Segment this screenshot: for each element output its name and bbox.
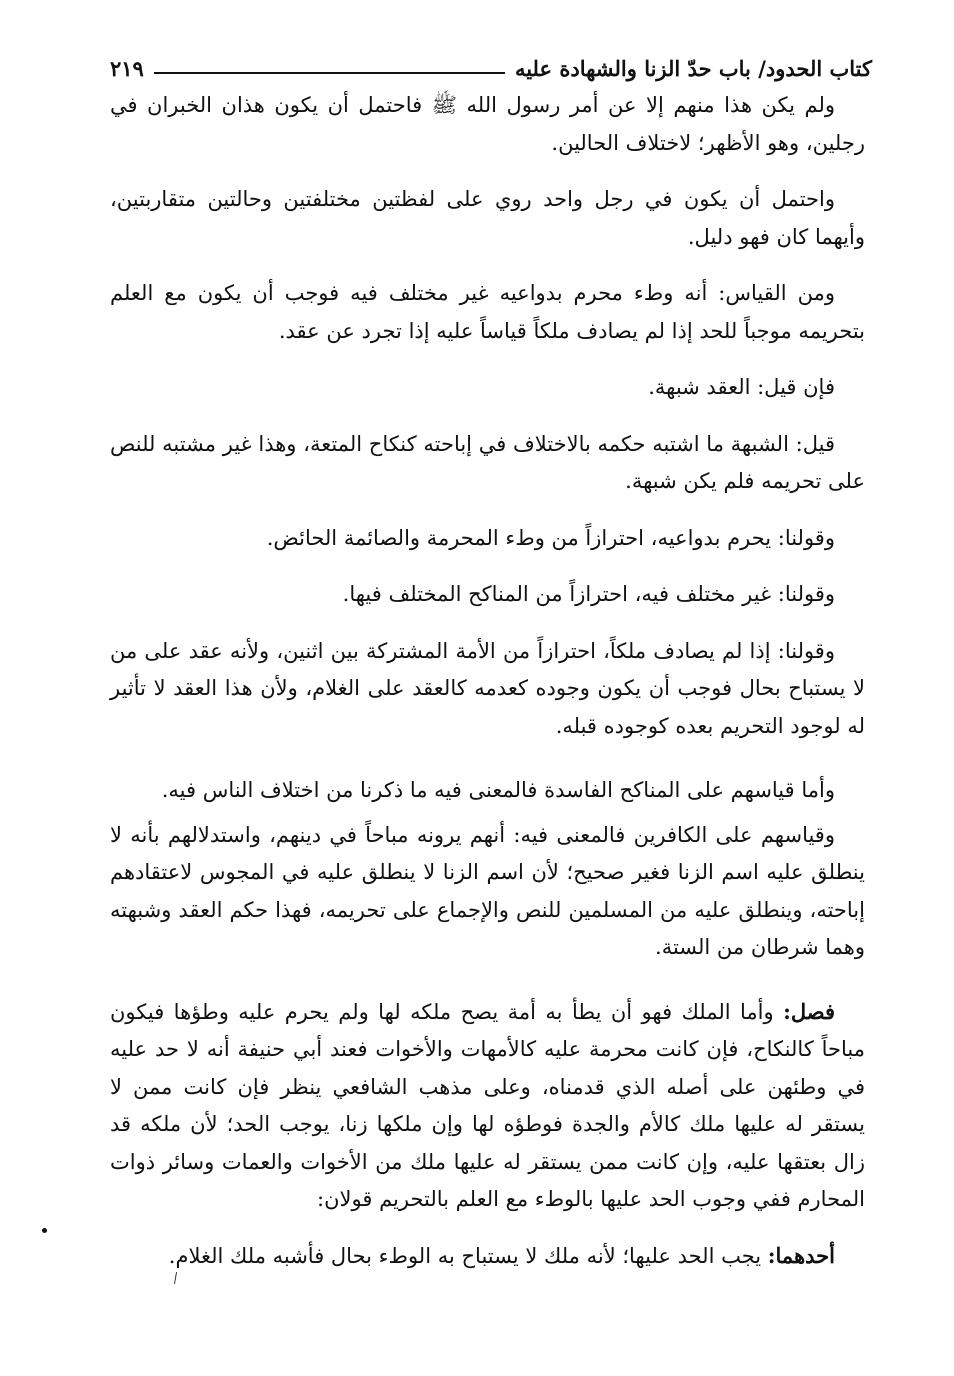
paragraph-text: وقولنا: إذا لم يصادف ملكاً، احترازاً من الأمة المشتركة بين اثنين، ولأنه عقد على من لا يستباح بحال فوجب أن يكون وجوده كعدمه كالعقد على الغلام، ولأن هذا العقد لا تأثير له لوجود التحريم بعده كوجوده قبله. xyxy=(110,638,865,738)
paragraph-text: وقولنا: غير مختلف فيه، احترازاً من المناكح المختلف فيها. xyxy=(342,582,835,606)
paragraph xyxy=(110,86,865,162)
paragraph xyxy=(110,771,865,810)
paragraph xyxy=(110,180,865,256)
paragraph-text: ولم يكن هذا منهم إلا عن أمر رسول الله ﷺ فاحتمل أن يكون هذان الخبران في رجلين، وهو الأظهر؛ لاختلاف الحالين. xyxy=(110,93,865,155)
paragraph xyxy=(110,425,865,501)
paragraph-text: وقياسهم على الكافرين فالمعنى فيه: أنهم يرونه مباحاً في دينهم، واستدلالهم بأنه لا ينطلق عليه اسم الزنا فغير صحيح؛ لأن اسم الزنا لا ينطلق عليه في المجوس لاعتقادهم إباحته، وينطلق عليه من المسلمين للنص والإجماع على تحريمه، فهذا حكم العقد وشبهته وهما شرطان من الستة. xyxy=(110,822,865,959)
paragraph xyxy=(110,816,865,967)
paragraph xyxy=(110,519,865,558)
page-number: ٢١٩ xyxy=(110,55,144,81)
paragraph-text: يجب الحد عليها؛ لأنه ملك لا يستباح به الوطء بحال فأشبه ملك الغلام. xyxy=(168,1243,768,1268)
section-heading: فصل: xyxy=(783,998,835,1024)
header-rule xyxy=(154,72,505,74)
paragraph-section xyxy=(110,993,865,1219)
margin-dot xyxy=(42,1228,47,1233)
paragraph-text: واحتمل أن يكون في رجل واحد روي على لفظتين مختلفتين وحالتين متقاربتين، وأيهما كان فهو دليل. xyxy=(110,187,865,249)
paragraph xyxy=(110,274,865,350)
paragraph-lead: أحدهما: xyxy=(767,1242,835,1268)
paragraph xyxy=(110,575,865,614)
page-body xyxy=(110,86,865,1281)
running-header xyxy=(110,50,872,86)
paragraph-text: وأما الملك فهو أن يطأ به أمة يصح ملكه لها ولم يحرم عليه وطؤها فيكون مباحاً كالنكاح، فإن كانت محرمة عليه كالأمهات والأخوات فعند أبي حنيفة أنه لا حد عليه في وطئهن على أصله الذي قدمناه، وعلى مذهب الشافعي ينظر فإن كانت ممن لا يستقر له عليها ملك كالأم والجدة فوطؤه لها وإن ملكها زنا، يوجب الحد؛ لأن ملكه قد زال بعتقها عليه، وإن كانت ممن يستقر له عليها ملك من الأخوات والعمات وسائر ذوات المحارم ففي وجوب الحد عليها بالوطء مع العلم بالتحريم قولان: xyxy=(110,999,865,1211)
paragraph-text: وقولنا: يحرم بدواعيه، احترازاً من وطء المحرمة والصائمة الحائض. xyxy=(266,525,835,550)
paragraph xyxy=(110,632,865,746)
paragraph-text: قيل: الشبهة ما اشتبه حكمه بالاختلاف في إباحته كنكاح المتعة، وهذا غير مشتبه للنص على تحريمه فلم يكن شبهة. xyxy=(110,431,865,493)
paragraph-text: ومن القياس: أنه وطء محرم بدواعيه غير مختلف فيه فوجب أن يكون مع العلم بتحريمه موجباً للحد إذا لم يصادف ملكاً قياساً عليه إذا تجرد عن عقد. xyxy=(110,281,865,343)
paragraph xyxy=(110,1237,865,1276)
header-title: كتاب الحدود/ باب حدّ الزنا والشهادة عليه xyxy=(514,55,872,81)
paragraph-text: وأما قياسهم على المناكح الفاسدة فالمعنى فيه ما ذكرنا من اختلاف الناس فيه. xyxy=(161,778,835,802)
paragraph-text: فإن قيل: العقد شبهة. xyxy=(648,375,835,399)
paragraph xyxy=(110,368,865,407)
